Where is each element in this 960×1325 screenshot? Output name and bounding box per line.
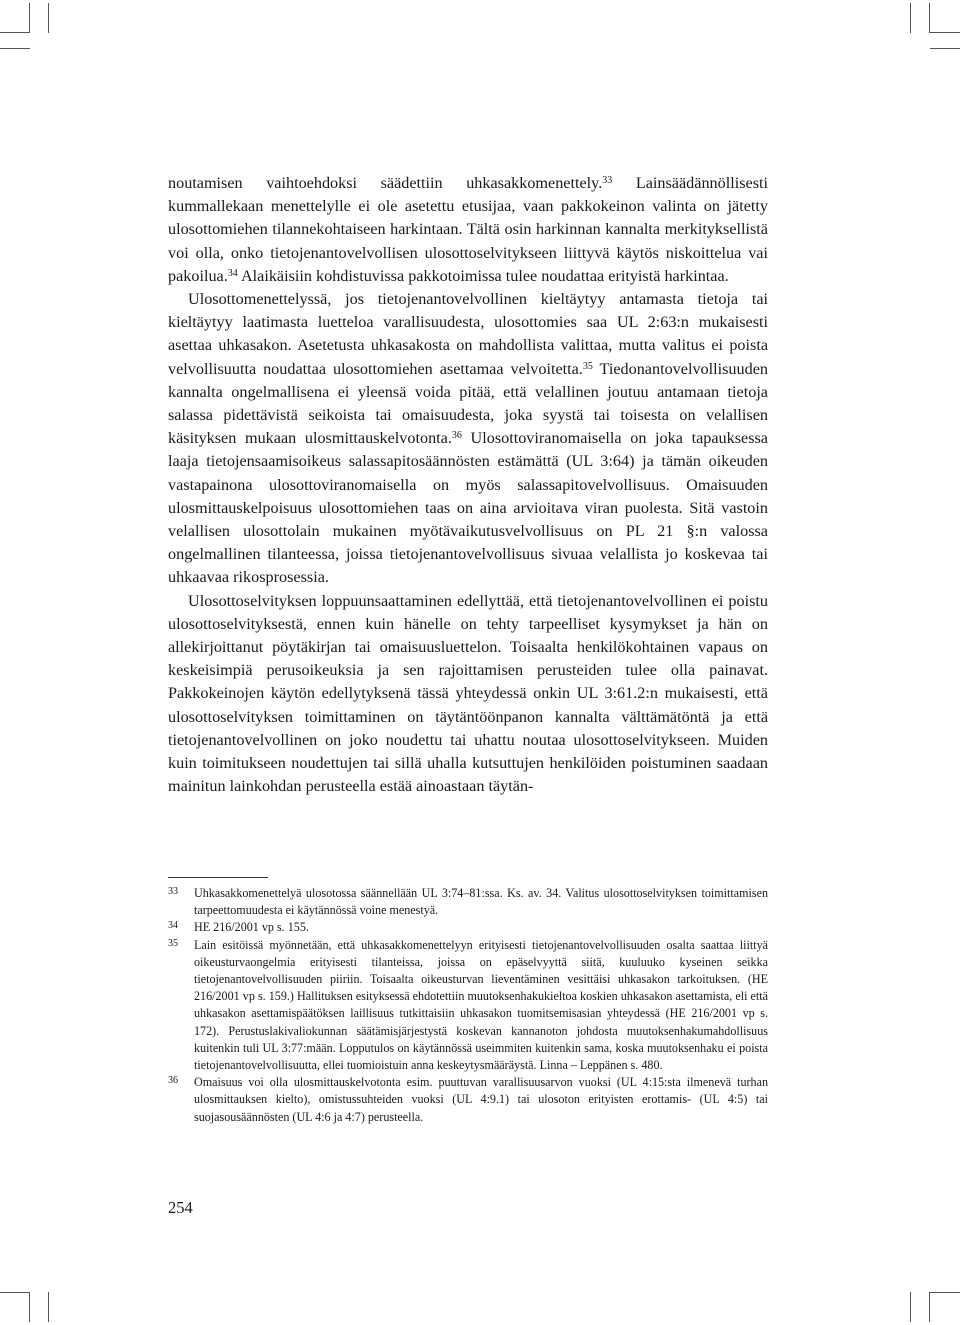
paragraph-text: Ulosottomenettelyssä, jos tietojenantovelvollinen kieltäytyy antamasta tietoja tai kieltäytyy laatimasta luetteloa varallisuudesta, ulosottomies saa UL 2:63:n mukaisesti asettaa uhkasakon. Asetetusta uhkasakosta on mahdollista valittaa, mutta valitus ei poista velvollisuutta noudattaa ulosottomiehen asettamaa velvoitetta. bbox=[168, 290, 768, 378]
footnote-separator bbox=[168, 877, 268, 878]
crop-mark bbox=[910, 3, 911, 33]
footnote bbox=[168, 885, 768, 919]
crop-mark bbox=[48, 1292, 49, 1322]
footnote-text: HE 216/2001 vp s. 155. bbox=[194, 920, 309, 935]
crop-mark bbox=[0, 32, 30, 33]
paragraph-text: Ulosottoselvityksen loppuunsaattaminen edellyttää, että tietojenantovelvollinen ei poistu ulosottoselvityksestä, ennen kuin hänelle on tehty tarpeelliset kysymykset ja hän on allekirjoittanut pöytäkirjan tai omaisuusluettelon. Toisaalta henkilökohtainen vapaus on keskeisimpiä perusoikeuksia ja sen rajoittamisen perusteiden tulee olla painavat. Pakkokeinojen käytön edellytyksenä tässä yhteydessä onkin UL 3:61.2:n mukaisesti, että ulosottoselvityksen toimittaminen on täytäntöönpanon kannalta välttämätöntä ja että tietojenantovelvollinen on joko noudettu tai uhattu noutaa ulosottoselvitykseen. Muiden kuin toimitukseen noudettujen tai sillä uhalla kutsuttujen henkilöiden poistuminen saadaan mainitun lainkohdan perusteella estää ainoastaan täytän- bbox=[168, 591, 768, 796]
crop-mark bbox=[929, 3, 930, 33]
paragraph-text: Alaikäisiin kohdistuvissa pakkotoimissa tulee noudattaa erityistä harkintaa. bbox=[237, 266, 729, 285]
paragraph-text: Ulosottoviranomaisella on joka tapauksessa laaja tietojensaamisoikeus salassapitosäännösten estämättä (UL 3:64) ja tämän oikeuden vastapainona ulosottoviranomaisella on myös salassapitovelvollisuus. Omaisuuden ulosmittauskelpoisuus ulosottomiehen taas on aina arvioitava viran puolesta. Sitä vastoin velallisen ulosottolain mukainen myötävaikutusvelvollisuus on PL 21 §:n valossa ongelmallinen tilanteessa, joissa tietojenantovelvollisuus sivuaa velallista jo koskevaa tai uhkaavaa rikosprosessia. bbox=[168, 429, 768, 587]
paragraph-3 bbox=[168, 590, 768, 799]
crop-mark bbox=[930, 32, 960, 33]
footnote-ref[interactable]: 35 bbox=[582, 360, 593, 372]
paragraph-text: Tiedonantovelvollisuuden kannalta ongelmallisena ei yleensä voida pitää, että velallinen joutuu antamaan tietoja salassa pidettävistä seikoista tai omaisuudesta, joka syystä tai toisesta on velallisen käsityksen mukaan ulosmittauskelvotonta. bbox=[168, 359, 768, 448]
crop-mark bbox=[930, 48, 960, 49]
footnote-text: Lain esitöissä myönnetään, että uhkasakkomenettelyyn erityisesti tietojenantovelvollisuuden osalta saattaa liittyä oikeusturvaongelmia erityisesti tilanteissa, joissa on epäselvyyttä siitä, kuuluuko kyseinen seikka tietojenantovelvollisuuden piiriin. Toisaalta oikeusturvan lieventäminen vesittäisi uhkasakon tarkoituksen. (HE 216/2001 vp s. 159.) Hallituksen esityksessä ehdotettiin muutoksenhakukieltoa koskien uhkasakon asettamista, eli että uhkasakon asettamispäätöksen laillisuus tutkittaisiin uhkasakon tuomitsemisasian yhteydessä (HE 216/2001 vp s. 172). Perustuslakivaliokunnan säätämisjärjestystä koskevan kannanoton johdosta muutoksenhakumahdollisuus kuitenkin tuli UL 3:77:mään. Lopputulos on käytännössä useimmiten kuitenkin sama, koska muutoksenhaku ei poista tietojenantovelvollisuutta, ellei tuomioistuin anna keskeytysmääräystä. Linna – Leppänen s. 480. bbox=[194, 937, 768, 1073]
main-text bbox=[168, 172, 768, 798]
paragraph-text: noutamisen vaihtoehdoksi säädettiin uhkasakkomenettely. bbox=[168, 174, 603, 192]
crop-mark bbox=[929, 1292, 930, 1322]
footnote-ref[interactable]: 33 bbox=[602, 175, 613, 186]
page-number: 254 bbox=[168, 1198, 193, 1217]
footnote-number: 34 bbox=[168, 920, 178, 932]
footnote-ref[interactable]: 34 bbox=[227, 267, 238, 279]
footnote-text: Uhkasakkomenettelyä ulosotossa säännellään UL 3:74–81:ssa. Ks. av. 34. Valitus ulosottoselvityksen toimittamisen tarpeettomuudesta ei käytännössä voine menestyä. bbox=[194, 886, 768, 918]
crop-mark bbox=[29, 3, 30, 33]
paragraph-1 bbox=[168, 172, 768, 288]
crop-mark bbox=[0, 48, 30, 49]
crop-mark bbox=[930, 1292, 960, 1293]
crop-mark bbox=[910, 1292, 911, 1322]
footnotes bbox=[168, 885, 768, 1126]
paragraph-2 bbox=[168, 288, 768, 590]
crop-mark bbox=[48, 3, 49, 33]
paragraph-text: Lainsäädännöllisesti kummallekaan menettelylle ei ole asetettu etusijaa, vaan pakkokeinon valinta on jätetty ulosottomiehen tilannekohtaiseen harkintaan. Tältä osin harkinnan kannalta merkityksellistä voi olla, onko tietojenantovelvollisen ulosottoselvitykseen liittyvä käytös niskoittelua vai pakoilua. bbox=[168, 174, 769, 285]
footnote bbox=[168, 937, 768, 1075]
footnote-text: Omaisuus voi olla ulosmittauskelvotonta esim. puuttuvan varallisuusarvon vuoksi (UL 4:15:sta ilmenevä turhan ulosmittauksen kielto), omistussuhteiden vuoksi (UL 4:9.1) tai ulosoton erityisten erottamis- (UL 4:5) tai suojasousäännösten (UL 4:6 ja 4:7) perusteella. bbox=[194, 1075, 768, 1124]
footnote-number: 33 bbox=[168, 886, 178, 897]
crop-mark bbox=[29, 1292, 30, 1322]
footnote-ref[interactable]: 36 bbox=[451, 430, 462, 442]
footnote bbox=[168, 1074, 768, 1126]
footnote bbox=[168, 919, 768, 936]
footnote-number: 35 bbox=[168, 937, 178, 949]
crop-mark bbox=[0, 1292, 30, 1293]
footnote-number: 36 bbox=[168, 1075, 178, 1087]
